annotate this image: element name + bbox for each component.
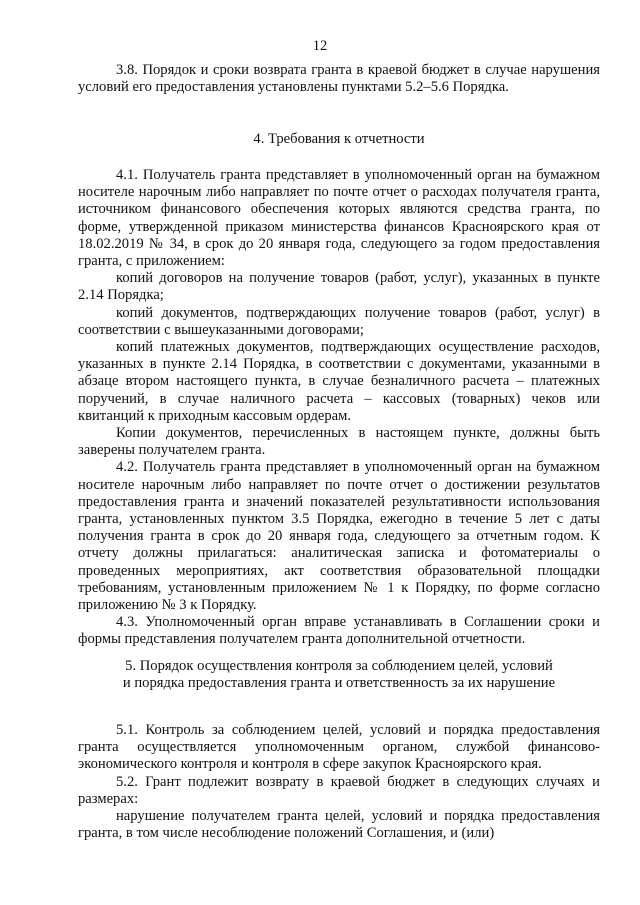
section-4-title: 4. Требования к отчетности xyxy=(253,131,425,147)
section-4-body xyxy=(78,167,600,649)
section-5-title-line-2: и порядка предоставления гранта и ответственность за их нарушение xyxy=(122,675,556,692)
attachment-item-3: копий платежных документов, подтверждающих осуществление расходов, указанных в пункте 2.14 Порядка, в соответствии с документами, указанными в абзаце втором настоящего пункта, в случае безналичного расчета – платежных поручений, в случае наличного расчета – кассовых (товарных) чеков или квитанций к приходным кассовым ордерам. xyxy=(78,339,600,424)
paragraph-4-2: 4.2. Получатель гранта представляет в уполномоченный орган на бумажном носителе нарочным либо направляет по почте отчет о достижении результатов предоставления гранта и значений показателей результативности использования гранта, установленных пунктом 3.5 Порядка, ежегодно в течение 5 лет с даты получения гранта в срок до 20 января года, следующего за отчетным годом. К отчету должны прилагаться: аналитическая записка и фотоматериалы о проведенных мероприятиях, акт соответствия образовательной площадки требованиям, установленным приложением № 1 к Порядку, по форме согласно приложению № 3 к Порядку. xyxy=(78,459,600,614)
paragraph-3-8 xyxy=(78,62,600,96)
copies-note: Копии документов, перечисленных в настоящем пункте, должны быть заверены получателем гранта. xyxy=(78,425,600,459)
paragraph-5-1: 5.1. Контроль за соблюдением целей, условий и порядка предоставления гранта осуществляется уполномоченным органом, службой финансово-экономического контроля и контроля в сфере закупок Красноярского края. xyxy=(78,722,600,773)
attachment-item-2: копий документов, подтверждающих получение товаров (работ, услуг) в соответствии с вышеуказанными договорами; xyxy=(78,304,600,338)
page-number: 12 xyxy=(312,38,328,54)
section-5-body xyxy=(78,722,600,842)
paragraph-5-2-item: нарушение получателем гранта целей, условий и порядка предоставления гранта, в том числе несоблюдение положений Соглашения, и (или) xyxy=(78,808,600,842)
attachment-item-1: копий договоров на получение товаров (работ, услуг), указанных в пункте 2.14 Порядка; xyxy=(78,270,600,304)
section-5-title-line-1: 5. Порядок осуществления контроля за соблюдением целей, условий xyxy=(125,658,553,674)
paragraph-5-2: 5.2. Грант подлежит возврату в краевой бюджет в следующих случаях и размерах: xyxy=(78,773,600,807)
paragraph-4-3: 4.3. Уполномоченный орган вправе устанавливать в Соглашении сроки и формы представления получателем гранта дополнительной отчетности. xyxy=(78,614,600,648)
section-4-heading xyxy=(78,131,600,148)
paragraph-4-1: 4.1. Получатель гранта представляет в уполномоченный орган на бумажном носителе нарочным либо направляет по почте отчет о расходах получателя гранта, источником финансового обеспечения которых являются средства гранта, по форме, утвержденной приказом министерства финансов Красноярского края от 18.02.2019 № 34, в срок до 20 января года, следующего за годом предоставления гранта, с приложением: xyxy=(78,167,600,270)
section-5-heading xyxy=(78,658,600,692)
paragraph-3-8-text: 3.8. Порядок и сроки возврата гранта в краевой бюджет в случае нарушения условий его предоставления установлены пунктами 5.2–5.6 Порядка. xyxy=(78,62,600,96)
